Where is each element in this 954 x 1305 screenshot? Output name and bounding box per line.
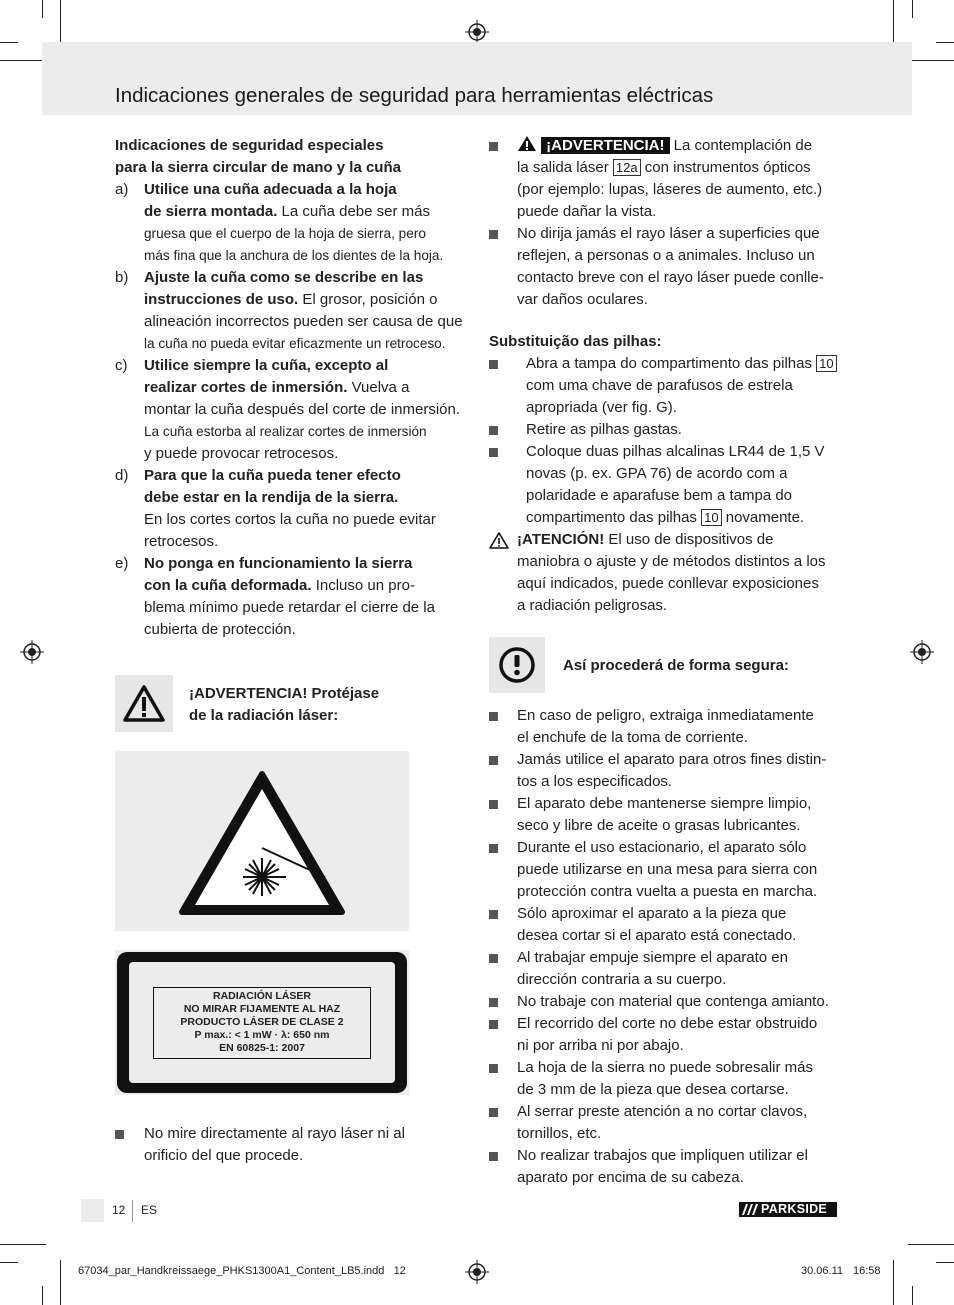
bullet-text: El recorrido del corte no debe estar obstruido [517, 1015, 818, 1032]
body-text: y puede provocar retrocesos. [144, 445, 339, 462]
list-item [489, 1013, 849, 1057]
bold-text: Ajuste la cuña como se describe en las [144, 269, 424, 286]
list-item [115, 553, 475, 641]
bullet-text: Abra a tampa do compartimento das pilhas [526, 355, 817, 372]
crop-mark [893, 1260, 894, 1305]
footer-tab [81, 1199, 104, 1222]
text-line: No dirija jamás el rayo láser a superficies que [517, 225, 820, 242]
print-date: 30.06.11 [801, 1265, 844, 1277]
list-item [489, 947, 849, 991]
brand-name: PARKSIDE [761, 1202, 828, 1216]
bullet-icon [489, 712, 498, 721]
list-item-letter: b) [115, 269, 129, 286]
reference-number: 10 [816, 355, 836, 372]
text-line: aquí indicados, puede conllevar exposiciones [517, 575, 819, 592]
list-item [115, 355, 475, 465]
page-number: 12 [112, 1203, 126, 1217]
list-item [489, 1145, 849, 1189]
bullet-text: con instrumentos ópticos [640, 159, 811, 176]
reference-number: 10 [701, 509, 721, 526]
bullet-text: protección contra vuelta a puesta en marcha. [517, 883, 818, 900]
text-line: novas (p. ex. GPA 76) de acordo com a [526, 465, 788, 482]
text-line: polaridade e aparafuse bem a tampa do [526, 487, 793, 504]
bullet-text: apropriada (ver fig. G). [526, 399, 677, 416]
bullet-icon [489, 756, 498, 765]
warning-icon-box [115, 675, 173, 732]
bullet-icon [489, 142, 498, 151]
bullet-text: Retire as pilhas gastas. [526, 421, 682, 438]
bullet-text [517, 223, 849, 311]
safety-items-list [115, 179, 475, 641]
bullet-text: puede dañar la vista. [517, 203, 657, 220]
bullet-text: Durante el uso estacionario, el aparato sólo [517, 839, 807, 856]
bullet-icon [115, 1130, 124, 1139]
list-item [489, 793, 849, 837]
warning-label: ¡ADVERTENCIA! [541, 137, 669, 154]
attention-note [489, 529, 849, 617]
list-item [489, 223, 849, 311]
laser-warning-line: de la radiación láser: [189, 707, 339, 724]
list-item [489, 1057, 849, 1101]
bold-text: con la cuña deformada. [144, 577, 312, 594]
bullet-icon [489, 954, 498, 963]
body-text: retrocesos. [144, 533, 219, 550]
bullet-text: El uso de dispositivos de [604, 531, 774, 548]
list-item [489, 991, 849, 1013]
bullet-icon [489, 910, 498, 919]
footer-divider [132, 1200, 133, 1222]
bullet-text: tornillos, etc. [517, 1125, 602, 1142]
right-column [489, 135, 849, 617]
body-text: cubierta de protección. [144, 621, 296, 638]
list-item [489, 749, 849, 793]
bullet-icon [489, 998, 498, 1007]
body-text: La cuña estorba al realizar cortes de inmersión [144, 424, 427, 439]
body-text: En los cortes cortos la cuña no puede evitar [144, 511, 436, 528]
bold-text: Utilice una cuña adecuada a la hoja [144, 181, 397, 198]
bullet-text: novamente. [721, 509, 805, 526]
list-item [489, 419, 849, 441]
registration-mark-icon [465, 20, 489, 44]
label-line: PRODUCTO LÁSER DE CLASE 2 [180, 1016, 344, 1028]
list-item-letter: d) [115, 467, 129, 484]
label-line: P max.: < 1 mW · λ: 650 nm [194, 1029, 330, 1041]
bold-text: realizar cortes de inmersión. [144, 379, 348, 396]
crop-mark [0, 60, 46, 61]
laser-warning-heading [189, 683, 379, 727]
bullet-icon [489, 1152, 498, 1161]
info-icon-box [489, 637, 545, 693]
body-text: montar la cuña después del corte de inmersión. [144, 401, 461, 418]
registration-mark-icon [20, 640, 44, 664]
body-text: alineación incorrectos pueden ser causa de que [144, 313, 463, 330]
bullet-text: Al serrar preste atención a no cortar clavos, [517, 1103, 808, 1120]
label-line: NO MIRAR FIJAMENTE AL HAZ [183, 1003, 341, 1015]
bullet-icon [489, 1108, 498, 1117]
bold-text: Utilice siempre la cuña, excepto al [144, 357, 389, 374]
section-heading: Así procederá de forma segura: [563, 657, 789, 674]
warning-triangle-icon [489, 531, 509, 549]
exclamation-circle-icon [489, 637, 545, 693]
list-item [115, 1123, 435, 1167]
list-item [489, 353, 849, 419]
bullet-icon [489, 1020, 498, 1029]
bold-text: debe estar en la rendija de la sierra. [144, 489, 399, 506]
bullet-text: de 3 mm de la pieza que desea cortarse. [517, 1081, 789, 1098]
print-time: 16:58 [853, 1265, 881, 1277]
bullet-text: puede utilizarse en una mesa para sierra con [517, 861, 818, 878]
crop-mark [0, 1262, 18, 1263]
bullet-text: No trabaje con material que contenga amianto. [517, 993, 829, 1010]
list-item-letter: e) [115, 555, 129, 572]
page-title: Indicaciones generales de seguridad para herramientas eléctricas [115, 84, 714, 107]
list-item [489, 1101, 849, 1145]
text-line: Coloque duas pilhas alcalinas LR44 de 1,5 V [526, 443, 825, 460]
bullet-text [517, 551, 849, 617]
crop-mark [936, 1262, 954, 1263]
list-item [115, 267, 475, 355]
bullet-text: El aparato debe mantenerse siempre limpio, [517, 795, 812, 812]
bullet-icon [489, 426, 498, 435]
laser-label-text [154, 988, 370, 1055]
crop-mark [912, 1286, 913, 1305]
warning-triangle-icon [115, 675, 173, 732]
bullet-text: desea cortar si el aparato está conectado. [517, 927, 797, 944]
body-text: Incluso un pro- [311, 577, 415, 594]
section-heading: Substituição das pilhas: [489, 333, 662, 350]
body-text: El grosor, posición o [298, 291, 438, 308]
laser-label-box [153, 987, 371, 1059]
bullet-icon [489, 360, 498, 369]
brand-logo [739, 1202, 837, 1217]
bold-text: Para que la cuña pueda tener efecto [144, 467, 401, 484]
warning-triangle-icon [517, 135, 537, 152]
crop-mark [893, 0, 894, 46]
list-item [489, 903, 849, 947]
body-text: Vuelva a [347, 379, 410, 396]
body-text: La cuña debe ser más [277, 203, 430, 220]
bullet-text: No realizar trabajos que impliquen utilizar el [517, 1147, 808, 1164]
list-item [489, 135, 849, 223]
bold-text: No ponga en funcionamiento la sierra [144, 555, 413, 572]
label-line: RADIACIÓN LÁSER [212, 990, 311, 1002]
bullet-text: orificio del que procede. [144, 1147, 304, 1164]
file-name: 67034_par_Handkreissaege_PHKS1300A1_Content_LB5.indd 12 [78, 1265, 406, 1277]
bullet-text: La contemplación de [669, 137, 813, 154]
crop-mark [912, 0, 913, 18]
bullet-icon [489, 1064, 498, 1073]
bullet-text: dirección contraria a su cuerpo. [517, 971, 727, 988]
text-line: a radiación peligrosas. [517, 597, 668, 614]
bullet-text: tos a los especificados. [517, 773, 673, 790]
crop-mark [908, 60, 954, 61]
list-item [489, 705, 849, 749]
text-line: maniobra o ajuste y de métodos distintos a los [517, 553, 826, 570]
body-text: gruesa que el cuerpo de la hoja de sierra, pero [144, 226, 426, 241]
list-item [489, 441, 849, 529]
laser-warning-line: ¡ADVERTENCIA! Protéjase [189, 685, 380, 702]
crop-mark [936, 42, 954, 43]
bullet-icon [489, 844, 498, 853]
reference-number: 12a [613, 159, 641, 176]
registration-mark-icon [910, 640, 934, 664]
bullet-text: la salida láser [517, 159, 613, 176]
section-heading: Indicaciones de seguridad especiales [115, 137, 384, 154]
crop-mark [0, 1244, 46, 1245]
body-text: más fina que la anchura de los dientes de la hoja. [144, 248, 444, 263]
text-line: var daños oculares. [517, 291, 648, 308]
section-heading: para la sierra circular de mano y la cuña [115, 159, 401, 176]
crop-mark [42, 1286, 43, 1305]
brand-stripes-icon [742, 1204, 760, 1215]
crop-mark [42, 0, 43, 18]
bullet-text [526, 441, 849, 507]
bullet-text: Jamás utilice el aparato para otros fines distin- [517, 751, 827, 768]
label-line: EN 60825-1: 2007 [219, 1042, 305, 1054]
safety-procedure-list [489, 705, 849, 1189]
bullet-text: el enchufe de la toma de corriente. [517, 729, 748, 746]
bullet-text: No mire directamente al rayo láser ni al [144, 1125, 405, 1142]
bullet-text: aparato por encima de su cabeza. [517, 1169, 744, 1186]
text-line: reflejen, a personas o a animales. Incluso un [517, 247, 815, 264]
laser-label-panel [115, 950, 409, 1095]
attention-label: ¡ATENCIÓN! [517, 531, 605, 548]
bullet-text: (por ejemplo: lupas, láseres de aumento, etc.) [517, 181, 823, 198]
language-code: ES [141, 1203, 158, 1217]
bold-text: instrucciones de uso. [144, 291, 299, 308]
body-text: la cuña no pueda evitar eficazmente un retroceso. [144, 336, 446, 351]
laser-symbol-panel [115, 751, 409, 931]
bullet-icon [489, 448, 498, 457]
bullet-text: En caso de peligro, extraiga inmediatamente [517, 707, 814, 724]
crop-mark [908, 1244, 954, 1245]
bullet-text: ni por arriba ni por abajo. [517, 1037, 684, 1054]
bullet-icon [489, 800, 498, 809]
registration-mark-icon [465, 1260, 489, 1284]
crop-mark [0, 42, 18, 43]
list-item [489, 837, 849, 903]
list-item [115, 465, 475, 553]
list-item-letter: c) [115, 357, 128, 374]
crop-mark [60, 1260, 61, 1305]
bullet-text: La hoja de la sierra no puede sobresalir más [517, 1059, 814, 1076]
bold-text: de sierra montada. [144, 203, 278, 220]
crop-mark [60, 0, 61, 46]
laser-hazard-icon [115, 751, 409, 931]
bullet-text: compartimento das pilhas [526, 509, 702, 526]
bullet-text: Sólo aproximar el aparato a la pieza que [517, 905, 787, 922]
left-column [115, 135, 475, 641]
bullet-text: Al trabajar empuje siempre el aparato en [517, 949, 788, 966]
bullet-icon [489, 230, 498, 239]
bullet-text: seco y libre de aceite o grasas lubricantes. [517, 817, 801, 834]
body-text: blema mínimo puede retardar el cierre de la [144, 599, 435, 616]
text-line: contacto breve con el rayo láser puede conlle- [517, 269, 824, 286]
bullet-text: com uma chave de parafusos de estrela [526, 377, 793, 394]
list-item-letter: a) [115, 181, 129, 198]
list-item [115, 179, 475, 267]
